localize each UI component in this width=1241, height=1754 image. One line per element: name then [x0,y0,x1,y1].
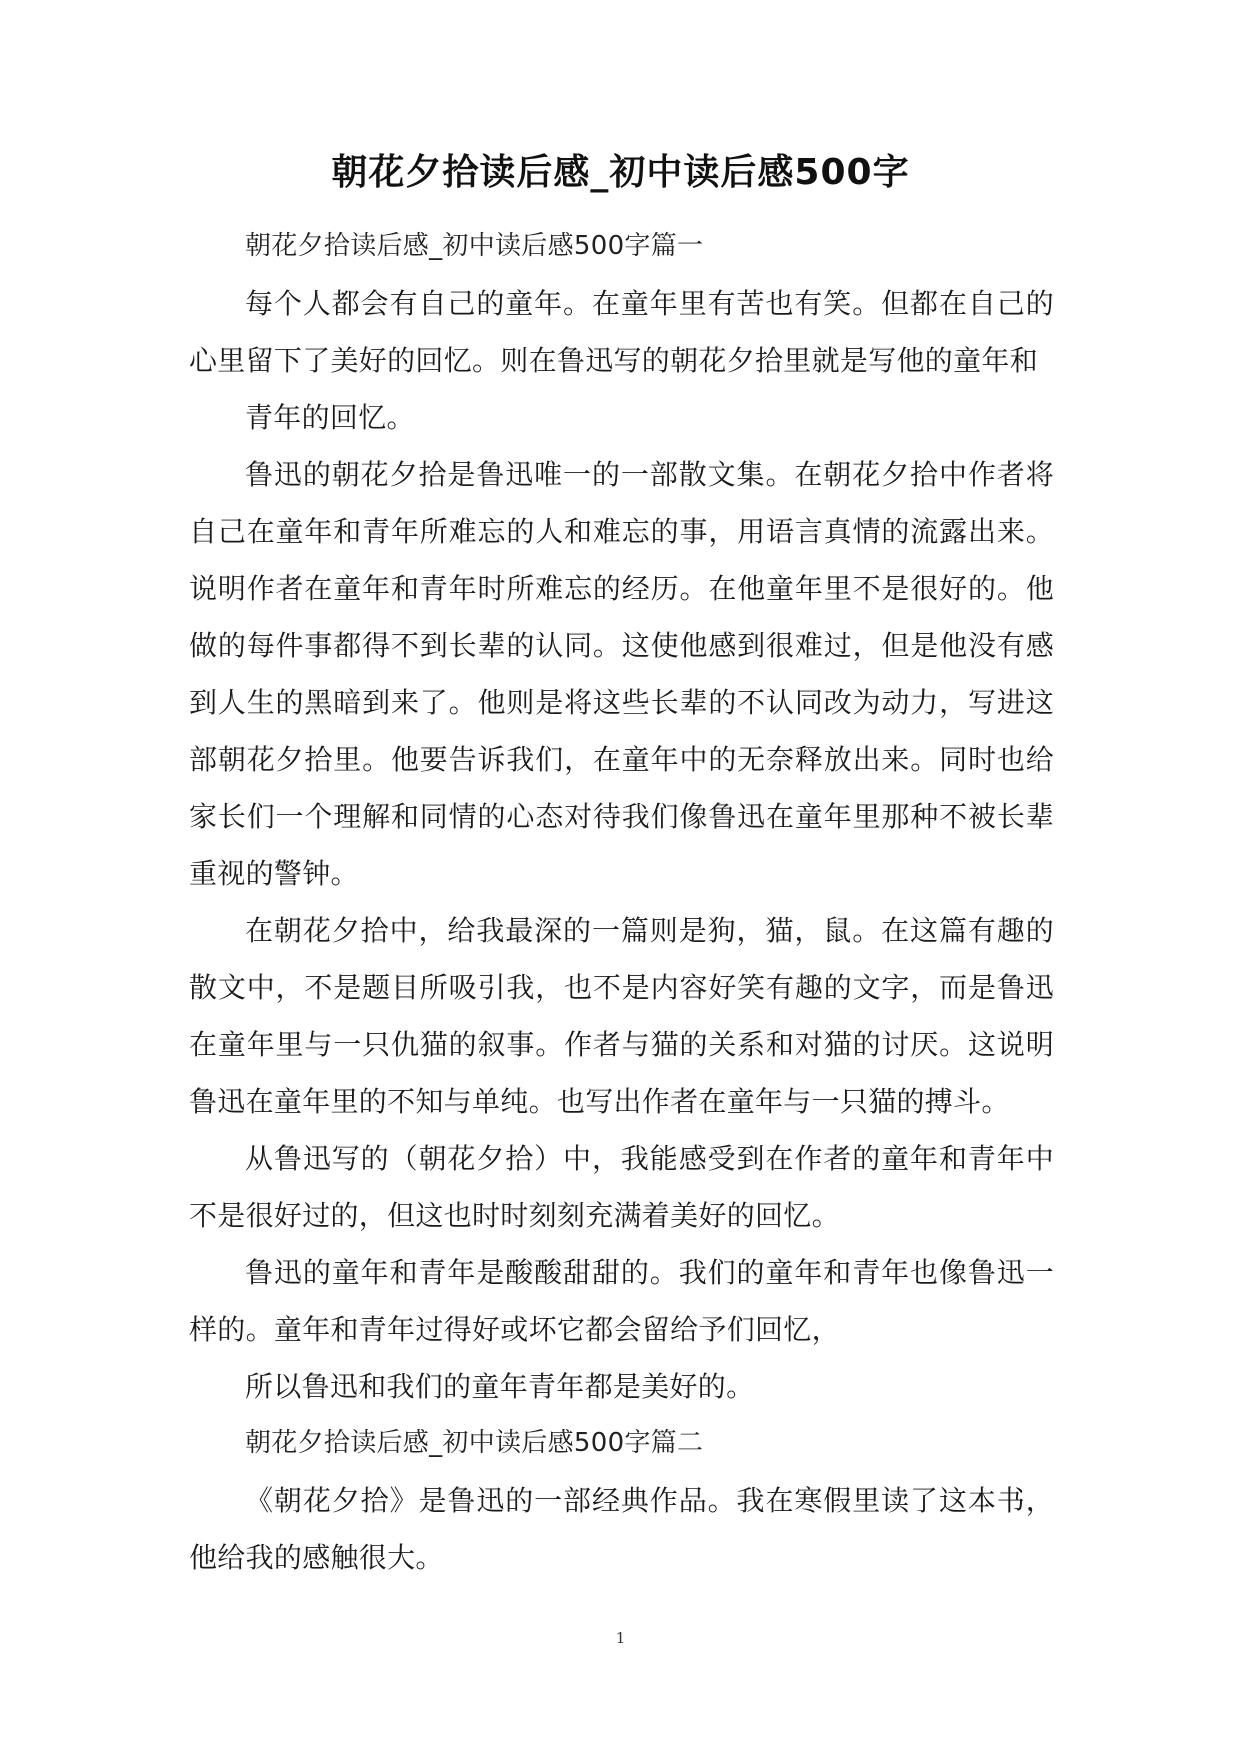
paragraph: 青年的回忆。 [245,401,415,434]
document-body [189,218,1054,1586]
paragraph: 在朝花夕拾中，给我最深的一篇则是狗，猫，鼠。在这篇有趣的散文中，不是题目所吸引我，也不是内容好笑有趣的文字，而是鲁迅在童年里与一只仇猫的叙事。作者与猫的关系和对猫的讨厌。这说明鲁迅在童年里的不知与单纯。也写出作者在童年与一只猫的搏斗。 [189,914,1054,1118]
page-number: 1 [615,1629,626,1647]
paragraph: 从鲁迅写的（朝花夕拾）中，我能感受到在作者的童年和青年中不是很好过的，但这也时时刻刻充满着美好的回忆。 [189,1142,1054,1232]
section-heading-two: 朝花夕拾读后感_初中读后感500字篇二 [245,1428,704,1458]
document-title: 朝花夕拾读后感_初中读后感500字 [331,152,910,193]
paragraph: 鲁迅的朝花夕拾是鲁迅唯一的一部散文集。在朝花夕拾中作者将自己在童年和青年所难忘的人和难忘的事，用语言真情的流露出来。说明作者在童年和青年时所难忘的经历。在他童年里不是很好的。他做的每件事都得不到长辈的认同。这使他感到很难过，但是他没有感到人生的黑暗到来了。他则是将这些长辈的不认同改为动力，写进这部朝花夕拾里。他要告诉我们，在童年中的无奈释放出来。同时也给家长们一个理解和同情的心态对待我们像鲁迅在童年里那种不被长辈重视的警钟。 [189,458,1054,890]
paragraph: 鲁迅的童年和青年是酸酸甜甜的。我们的童年和青年也像鲁迅一样的。童年和青年过得好或坏它都会留给予们回忆， [189,1256,1054,1346]
section-heading-one: 朝花夕拾读后感_初中读后感500字篇一 [245,231,704,261]
paragraph: 所以鲁迅和我们的童年青年都是美好的。 [245,1370,755,1403]
paragraph: 《朝花夕拾》是鲁迅的一部经典作品。我在寒假里读了这本书，他给我的感触很大。 [189,1484,1054,1574]
paragraph: 每个人都会有自己的童年。在童年里有苦也有笑。但都在自己的心里留下了美好的回忆。则在鲁迅写的朝花夕拾里就是写他的童年和 [189,287,1054,377]
